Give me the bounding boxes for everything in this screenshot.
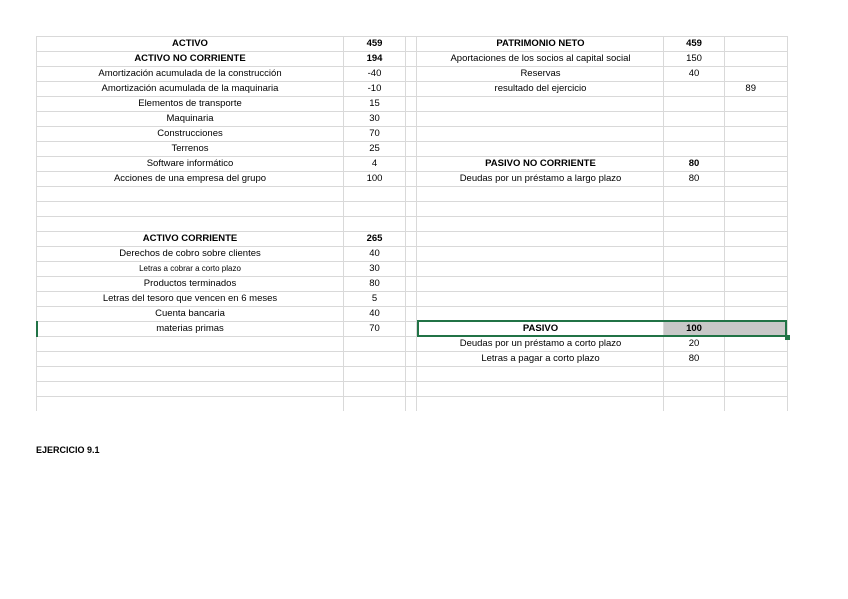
cell-pnc-value[interactable]: 80 [688, 158, 700, 169]
cell-ac-label[interactable]: ACTIVO CORRIENTE [142, 233, 238, 244]
cell-value[interactable]: -10 [367, 83, 382, 94]
cell-value[interactable]: 40 [369, 248, 380, 259]
cell-label[interactable]: Amortización acumulada de la maquinaria [101, 83, 279, 94]
cell-value[interactable]: 100 [366, 173, 383, 184]
cell-label[interactable]: resultado del ejercicio [494, 83, 587, 94]
cell-value[interactable]: 20 [688, 338, 700, 349]
cell-value[interactable]: 40 [369, 308, 380, 319]
cell-label[interactable]: Deudas por un préstamo a corto plazo [459, 338, 622, 349]
cell-value[interactable]: 150 [686, 53, 702, 64]
cell-label[interactable]: Reservas [520, 68, 561, 79]
fill-handle[interactable] [785, 335, 790, 340]
exercise-caption: EJERCICIO 9.1 [36, 445, 100, 455]
cell-label[interactable]: materias primas [156, 323, 224, 334]
cell-label[interactable]: Productos terminados [143, 278, 237, 289]
cell-label[interactable]: Acciones de una empresa del grupo [113, 173, 267, 184]
cell-value[interactable]: 25 [369, 143, 380, 154]
gridline [36, 186, 788, 187]
cell-label[interactable]: Letras a pagar a corto plazo [481, 353, 600, 364]
cell-value[interactable]: 15 [369, 98, 380, 109]
gridline [36, 201, 788, 202]
cell-value[interactable]: 70 [369, 128, 380, 139]
cell-activo-label[interactable]: ACTIVO [172, 38, 208, 49]
cell-label[interactable]: Aportaciones de los socios al capital social [450, 53, 631, 64]
cell-pn-value[interactable]: 459 [686, 38, 702, 49]
cell-value[interactable]: 80 [688, 173, 700, 184]
cell-value[interactable]: 30 [369, 263, 380, 274]
cell-pnc-label[interactable]: PASIVO NO CORRIENTE [485, 158, 596, 169]
cell-value[interactable]: 4 [371, 158, 378, 169]
gridline [405, 36, 406, 411]
cell-value[interactable]: 40 [688, 68, 700, 79]
gridline [36, 216, 788, 217]
cell-activo-value[interactable]: 459 [366, 38, 383, 49]
cell-value[interactable]: -40 [367, 68, 382, 79]
cell-ac-value[interactable]: 265 [366, 233, 383, 244]
cell-label[interactable]: Software informático [146, 158, 234, 169]
cell-label[interactable]: Letras a cobrar a corto plazo [139, 264, 241, 273]
gridline [36, 396, 788, 397]
gridline [36, 381, 788, 382]
gridline [416, 36, 417, 411]
cell-label[interactable]: Amortización acumulada de la construcción [98, 68, 282, 79]
cell-label[interactable]: Deudas por un préstamo a largo plazo [459, 173, 622, 184]
cell-label[interactable]: Terrenos [171, 143, 209, 154]
cell-label[interactable]: Maquinaria [166, 113, 214, 124]
cell-value[interactable]: 5 [371, 293, 378, 304]
cell-label[interactable]: Cuenta bancaria [155, 308, 225, 319]
cell-anc-value[interactable]: 194 [366, 53, 383, 64]
cell-value[interactable]: 80 [369, 278, 380, 289]
cell-pn-label[interactable]: PATRIMONIO NETO [496, 38, 585, 49]
cell-value[interactable]: 70 [369, 323, 380, 334]
cell-pasivo-label[interactable]: PASIVO [522, 323, 559, 334]
cell-label[interactable]: Construcciones [157, 128, 223, 139]
gridline [787, 36, 788, 411]
gridline [36, 366, 788, 367]
cell-value[interactable]: 80 [688, 353, 700, 364]
cell-value[interactable]: 89 [745, 83, 756, 94]
spreadsheet-grid[interactable] [36, 36, 788, 411]
cell-label[interactable]: Elementos de transporte [138, 98, 242, 109]
cell-value[interactable]: 30 [369, 113, 380, 124]
cell-label[interactable]: Letras del tesoro que vencen en 6 meses [102, 293, 278, 304]
cell-anc-label[interactable]: ACTIVO NO CORRIENTE [134, 53, 246, 64]
cell-label[interactable]: Derechos de cobro sobre clientes [119, 248, 261, 259]
cell-pasivo-value[interactable]: 100 [686, 323, 702, 334]
gridline [724, 36, 725, 411]
